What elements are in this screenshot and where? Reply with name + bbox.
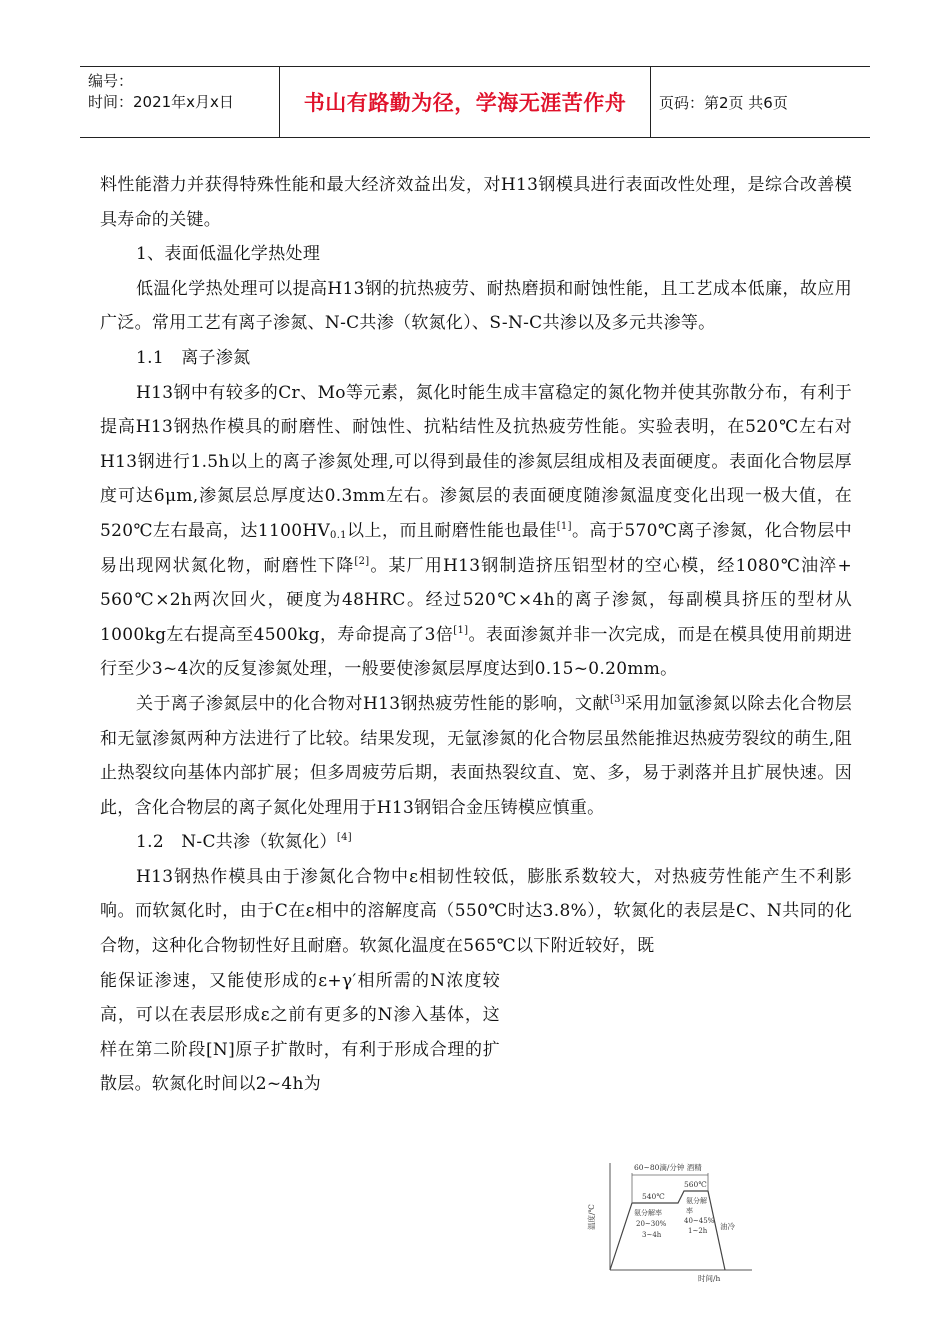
paragraph [100, 687, 852, 825]
subsection-heading [100, 825, 852, 860]
cooling-label: 油冷 [720, 1222, 735, 1231]
text-run: 以上，而且耐磨性能也最佳 [346, 520, 557, 541]
temp-label-1: 540℃ [642, 1192, 665, 1201]
motto: 书山有路勤为径，学海无涯苦作舟 [280, 67, 651, 137]
stage2-line1: 氨分解 [686, 1197, 707, 1205]
text-run: 采用加氩渗氮以除去化合物层和无氩渗氮两种方法进行了比较。结果发现，无氩渗氮的化合物层虽然能推迟热疲劳裂纹的萌生,阻止热裂纹向基体内部扩展；但多周疲劳后期，表面热裂纹直、宽、多，易于剥落并且扩展快速。因此，含化合物层的离子氮化处理用于H13钢铝合金压铸模应慎重。 [100, 693, 852, 818]
temperature-curve [610, 1191, 725, 1270]
header-meta [80, 67, 280, 137]
text-run: 。高于570℃离子渗氮，化合物层中易出现网状氮化物，耐磨性下降 [100, 520, 852, 576]
subsection-heading: 1.1 离子渗氮 [136, 347, 251, 368]
heading-text: 1.2 N-C共渗（软氮化） [136, 832, 337, 853]
citation: [2] [354, 555, 370, 567]
subscript: 0.1 [330, 529, 347, 541]
citation: [4] [336, 832, 352, 844]
section-heading: 1、表面低温化学热处理 [136, 244, 321, 265]
page-number: 页码：第2页 共6页 [659, 93, 788, 112]
paragraph: H13钢热作模具由于渗氮化合物中ε相韧性较低，膨胀系数较大，对热疲劳性能产生不利影响。而软氮化时，由于C在ε相中的溶解度高（550℃时达3.8%），软氮化的表层是C、N共同的化合物，这种化合物韧性好且耐磨。软氮化温度在565℃以下附近较好，既 [100, 866, 852, 957]
text-run: 。某厂用H13钢制造挤压铝型材的空心模，经1080℃油淬+ 560℃×2h两次回火，硬度为48HRC。经过520℃×4h的离子渗氮，每副模具挤压的型材从1000kg左右提高至4500kg，寿命提高了3倍 [100, 555, 852, 645]
drip-label: 60~80滴/分钟 酒精 [634, 1163, 702, 1172]
process-diagram-svg [580, 1155, 760, 1285]
paragraph: 低温化学热处理可以提高H13钢的抗热疲劳、耐热磨损和耐蚀性能，且工艺成本低廉，故应用广泛。常用工艺有离子渗氮、N-C共渗（软氮化）、S-N-C共渗以及多元共渗等。 [100, 278, 852, 334]
paragraph: 料性能潜力并获得特殊性能和最大经济效益出发，对H13钢模具进行表面改性处理，是综合改善模具寿命的关键。 [100, 175, 852, 230]
citation: [1] [556, 520, 572, 532]
text-run: 关于离子渗氮层中的化合物对H13钢热疲劳性能的影响，文献 [136, 693, 610, 714]
number-label: 编号： [88, 72, 134, 90]
page-header [80, 66, 870, 138]
date-label: 时间：2021年x月x日 [88, 93, 234, 111]
temp-label-2: 560℃ [684, 1180, 707, 1189]
stage2-line2: 率 [686, 1207, 693, 1215]
text-run: H13钢中有较多的Cr、Mo等元素，氮化时能生成丰富稳定的氮化物并使其弥散分布，有利于提高H13钢热作模具的耐磨性、耐蚀性、抗粘结性及抗热疲劳性能。实验表明，在520℃左右对H13钢进行1.5h以上的离子渗氮处理,可以得到最佳的渗氮层组成相及表面硬度。表面化合物层厚度可达6μm,渗氮层总厚度达0.3mm左右。渗氮层的表面硬度随渗氮温度变化出现一极大值，在520℃左右最高，达1100HV [100, 382, 852, 541]
stage1-line2: 20~30% [636, 1220, 667, 1228]
process-diagram [580, 1155, 760, 1285]
text-run: 。表面渗氮并非一次完成，而是在模具使用前期进行至少3~4次的反复渗氮处理，一般要使渗氮层厚度达到0.15~0.20mm。 [100, 624, 852, 680]
stage1-line1: 氨分解率 [634, 1209, 662, 1217]
y-axis-label: 温度/℃ [587, 1204, 596, 1230]
citation: [3] [609, 693, 626, 705]
citation: [1] [453, 624, 469, 636]
stage2-line4: 1~2h [688, 1227, 708, 1235]
stage2-line3: 40~45% [684, 1217, 715, 1225]
paragraph: 能保证渗速，又能使形成的ε+γ′相所需的N浓度较高，可以在表层形成ε之前有更多的N渗入基体，这样在第二阶段[N]原子扩散时，有利于形成合理的扩散层。软氮化时间以2~4h为 [100, 970, 500, 1095]
stage1-line3: 3~4h [642, 1231, 662, 1239]
x-axis-label: 时间/h [698, 1274, 721, 1283]
paragraph [100, 376, 852, 687]
document-body [100, 168, 852, 1102]
